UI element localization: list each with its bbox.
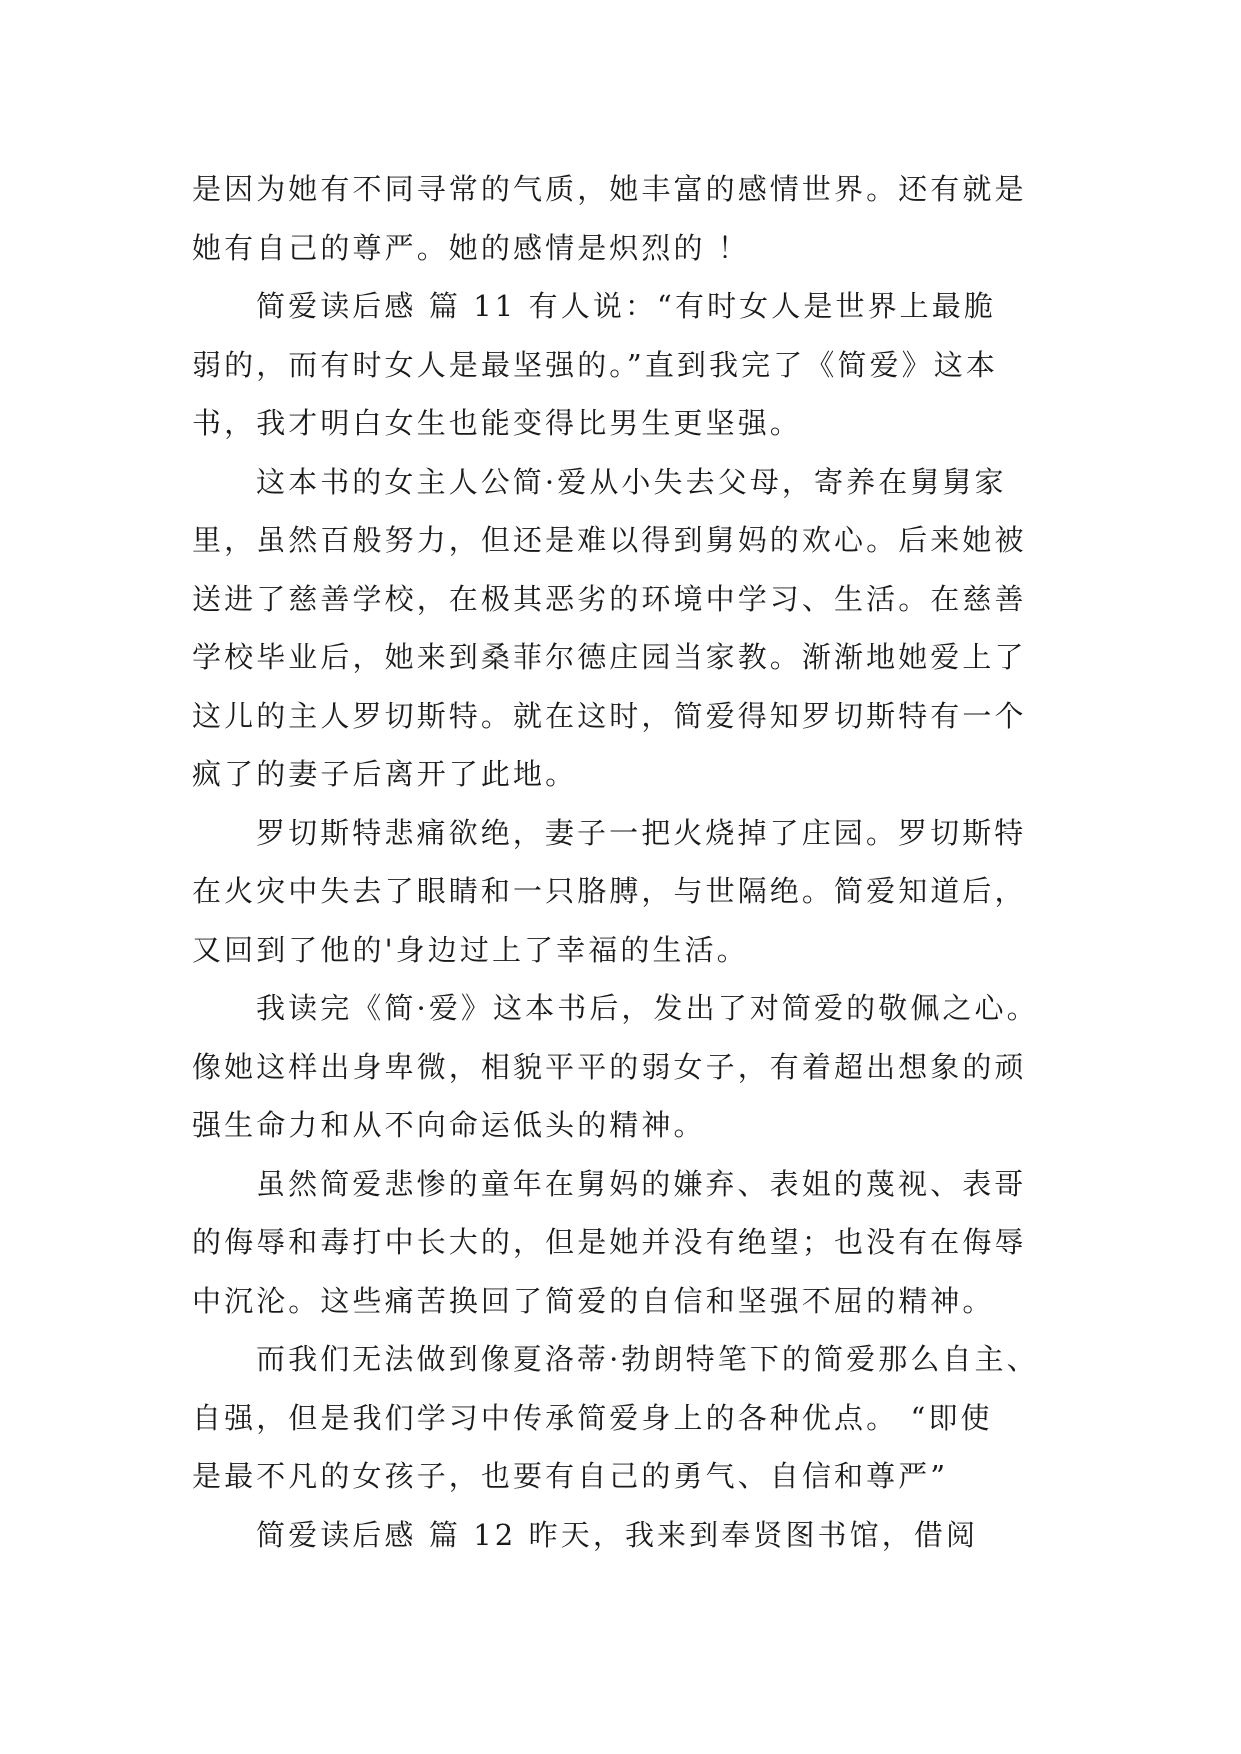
text-line: 里，虽然百般努力，但还是难以得到舅妈的欢心。后来她被 xyxy=(192,523,1027,557)
text-line: 像她这样出身卑微，相貌平平的弱女子，有着超出想象的顽 xyxy=(192,1049,1027,1084)
paragraph-start-line: 虽然简爱悲惨的童年在舅妈的嫌弃、表姐的蔑视、表哥 xyxy=(256,1166,1027,1201)
section-heading-line: 简爱读后感 篇 11 有人说：“有时女人是世界上最脆 xyxy=(256,289,996,323)
text-line: 学校毕业后，她来到桑菲尔德庄园当家教。渐渐地她爱上了 xyxy=(192,640,1027,674)
text-line: 弱的，而有时女人是最坚强的。”直到我完了《简爱》这本 xyxy=(192,347,998,382)
paragraph-start-line: 我读完《简·爱》这本书后，发出了对简爱的敬佩之心。 xyxy=(256,991,1039,1025)
text-line: 又回到了他的'身边过上了幸福的生活。 xyxy=(192,932,749,967)
text-line: 她有自己的尊严。她的感情是炽烈的 ！ xyxy=(192,230,751,265)
text-line: 疯了的妻子后离开了此地。 xyxy=(192,757,578,791)
text-line: 送进了慈善学校，在极其恶劣的环境中学习、生活。在慈善 xyxy=(192,581,1027,616)
text-line: 强生命力和从不向命运低头的精神。 xyxy=(192,1108,706,1142)
paragraph-start-line: 而我们无法做到像夏洛蒂·勃朗特笔下的简爱那么自主、 xyxy=(256,1342,1039,1376)
paragraph-start-line: 罗切斯特悲痛欲绝，妻子一把火烧掉了庄园。罗切斯特 xyxy=(256,815,1027,850)
text-line: 中沉沦。这些痛苦换回了简爱的自信和坚强不屈的精神。 xyxy=(192,1283,995,1318)
text-line: 的侮辱和毒打中长大的，但是她并没有绝望；也没有在侮辱 xyxy=(192,1225,1027,1259)
text-line: 书，我才明白女生也能变得比男生更坚强。 xyxy=(192,406,802,440)
document-body xyxy=(192,160,1052,1564)
text-line: 在火灾中失去了眼睛和一只胳膊，与世隔绝。简爱知道后， xyxy=(192,874,1027,908)
section-heading-line: 简爱读后感 篇 12 昨天，我来到奉贤图书馆，借阅 xyxy=(256,1517,979,1552)
paragraph-start-line: 这本书的女主人公简·爱从小失去父母，寄养在舅舅家 xyxy=(256,464,1007,499)
text-line: 这儿的主人罗切斯特。就在这时，简爱得知罗切斯特有一个 xyxy=(192,698,1027,733)
text-line: 是最不凡的女孩子，也要有自己的勇气、自信和尊严” xyxy=(192,1459,949,1493)
text-line: 自强，但是我们学习中传承简爱身上的各种优点。 “即使 xyxy=(192,1400,993,1435)
text-line: 是因为她有不同寻常的气质，她丰富的感情世界。还有就是 xyxy=(192,172,1027,206)
